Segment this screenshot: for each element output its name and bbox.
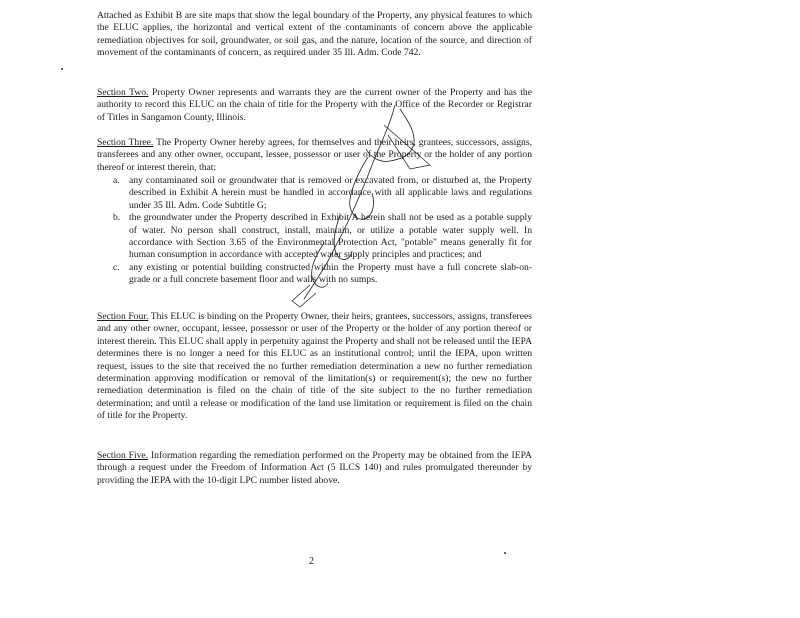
list-text-a: any contaminated soil or groundwater that is removed or excavated from, or disturbed at, the Property described in Exhibit A herein must be handled in accordance with all applicable laws and regulations under 35 Ill. Adm. Code Subtitle G; xyxy=(129,175,532,211)
page-number: 2 xyxy=(309,556,314,567)
list-text-b: the groundwater under the Property described in Exhibit A herein shall not be used as a potable supply of water. No person shall construct, install, maintain, or utilize a potable water supply well. In accordance with Section 3.65 of the Environmental Protection Act, "potable" means generally fit for human consumption in accordance with accepted water supply principles and practices; and xyxy=(129,212,532,261)
scan-speck xyxy=(504,552,506,554)
section-three-text: The Property Owner hereby agrees, for themselves and their heirs, grantees, successors, assigns, transferees and any other owner, occupant, lessee, possessor or user of the Property or the holder of any portion thereof or interest therein, that: xyxy=(97,137,532,173)
list-marker-c: c. xyxy=(113,261,120,273)
section-two-text: Property Owner represents and warrants they are the current owner of the Property and has the authority to record this ELUC on the chain of title for the Property with the Office of the Recorder or Registrar of Titles in Sangamon County, Illinois. xyxy=(97,87,532,123)
list-text-c: any existing or potential building constructed within the Property must have a full concrete slab-on-grade or a full concrete basement floor and walls with no sumps. xyxy=(129,261,532,286)
list-marker-a: a. xyxy=(113,175,120,186)
list-marker-b: b. xyxy=(113,212,121,224)
section-five-paragraph xyxy=(97,450,532,487)
intro-paragraph xyxy=(97,10,532,60)
handwritten-scribble xyxy=(240,95,440,310)
scan-speck xyxy=(61,68,63,70)
section-five-heading: Section Five. xyxy=(97,450,149,461)
section-five-text: Information regarding the remediation performed on the Property may be obtained from the IEPA through a request under the Freedom of Information Act (5 ILCS 140) and rules promulgated thereunder by providing the IEPA with the 10-digit LPC number listed above. xyxy=(97,450,532,486)
section-four-paragraph xyxy=(97,311,532,423)
intro-text: Attached as Exhibit B are site maps that show the legal boundary of the Property, any physical features to which the ELUC applies, the horizontal and vertical extent of the contaminants of concern above the applicable remediation objectives for soil, groundwater, or soil gas, and the nature, location of the source, and direction of movement of the contaminants of concern, as required under 35 Ill. Adm. Code 742. xyxy=(97,10,532,59)
section-four-heading: Section Four. xyxy=(97,311,149,322)
section-four-text: This ELUC is binding on the Property Owner, their heirs, grantees, successors, assigns, transferees and any other owner, occupant, lessee, possessor or user of the Property or the holder of any portion thereof or interest therein. This ELUC shall apply in perpetuity against the Property and shall not be released until the IEPA determines there is no longer a need for this ELUC as an institutional control; until the IEPA, upon written request, issues to the site that received the no further remediation determination a new no further remediation determination approving modification or removal of the limitation(s) or requirement(s); the new no further remediation determination is filed on the chain of title of the site subject to the no further remediation determination; and until a release or modification of the land use limitation or requirement is filed on the chain of title for the Property. xyxy=(97,311,532,422)
section-two-heading: Section Two. xyxy=(97,87,149,98)
section-three-heading: Section Three. xyxy=(97,137,154,148)
